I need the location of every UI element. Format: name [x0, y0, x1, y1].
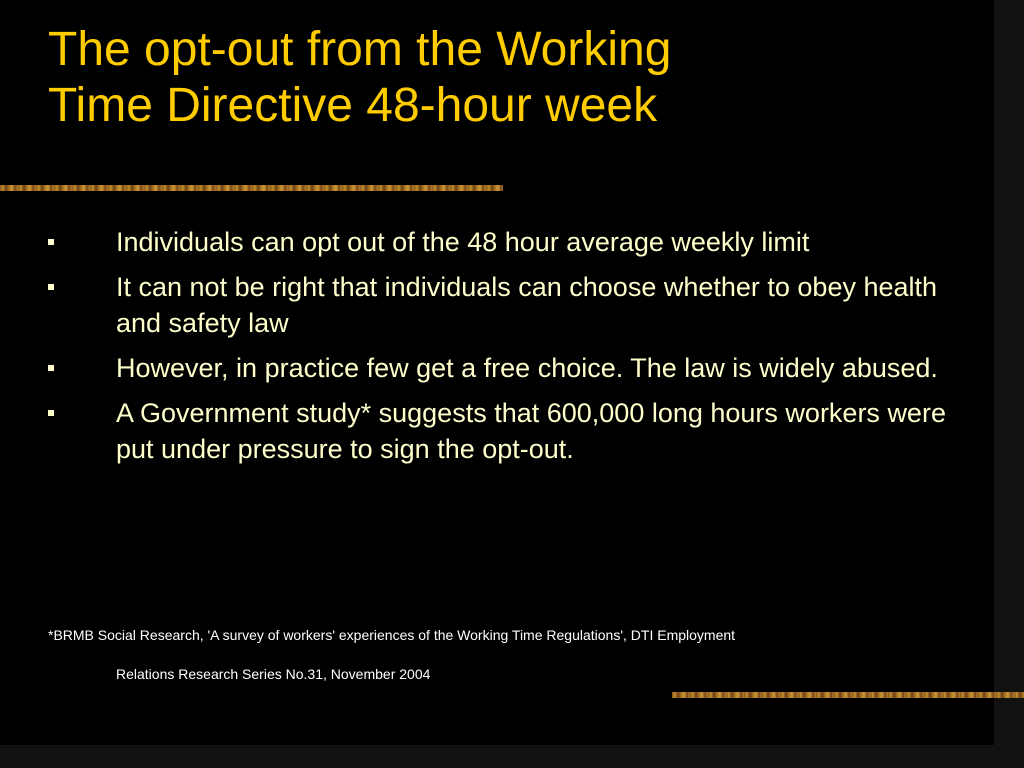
- bullet-text: Individuals can opt out of the 48 hour average weekly limit: [116, 227, 810, 257]
- slide-title-line-2: Time Directive 48-hour week: [48, 79, 658, 132]
- bullet-item: [48, 269, 968, 341]
- slide-title: [48, 22, 948, 134]
- title-divider-rule: [0, 185, 503, 191]
- bullet-item: [48, 224, 968, 260]
- square-bullet-icon: [48, 239, 54, 245]
- square-bullet-icon: [48, 365, 54, 371]
- square-bullet-icon: [48, 410, 54, 416]
- right-side-panel: [994, 0, 1024, 768]
- bullet-item: [48, 350, 968, 386]
- footnote-citation-continued: Relations Research Series No.31, November 2004: [116, 666, 431, 682]
- bullet-item: [48, 395, 968, 467]
- bullet-text: However, in practice few get a free choice. The law is widely abused.: [116, 353, 938, 383]
- bottom-divider-rule: [672, 692, 1024, 698]
- bullet-text: A Government study* suggests that 600,000 long hours workers were put under pressure to sign the opt-out.: [116, 398, 946, 464]
- bullet-text: It can not be right that individuals can choose whether to obey health and safety law: [116, 272, 938, 338]
- bullet-list: [48, 224, 968, 476]
- footnote-citation: *BRMB Social Research, 'A survey of workers' experiences of the Working Time Regulations', DTI Employment: [48, 627, 736, 643]
- square-bullet-icon: [48, 284, 54, 290]
- bottom-band: [0, 745, 1024, 768]
- slide-title-line-1: The opt-out from the Working: [48, 23, 672, 76]
